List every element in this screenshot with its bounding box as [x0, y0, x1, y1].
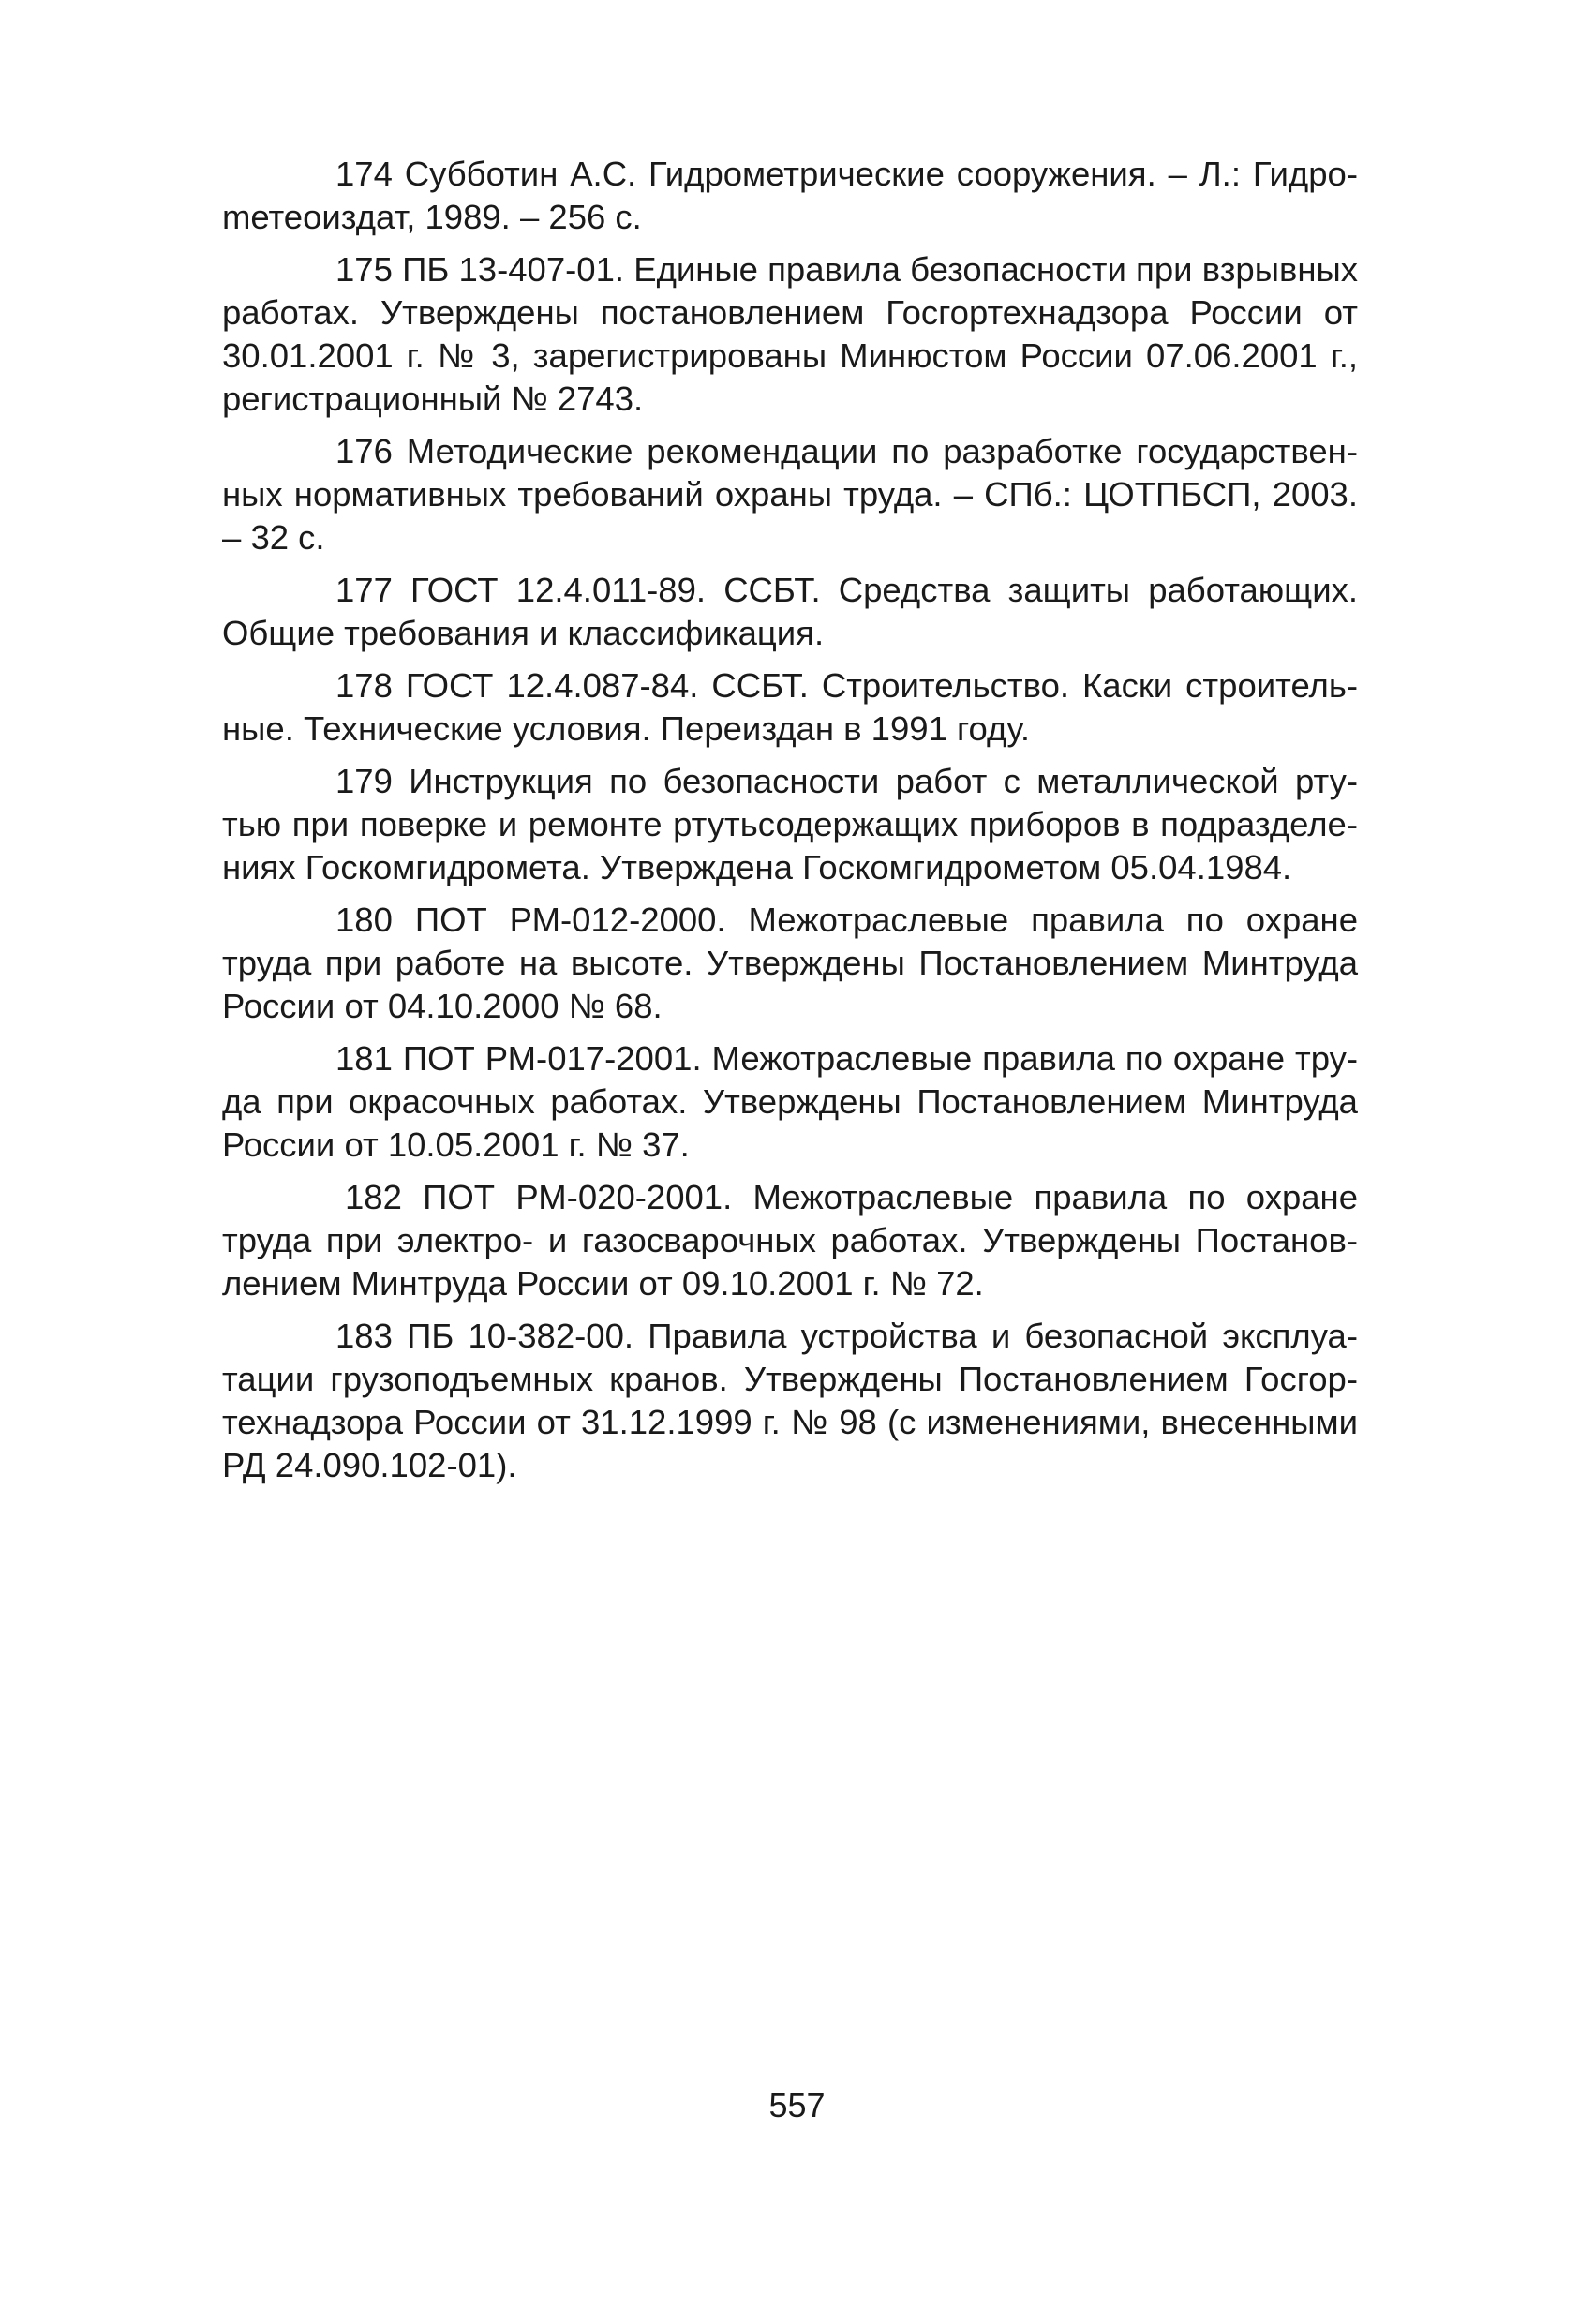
reference-item: 180 ПОТ РМ-012-2000. Межотраслевые правила по охране труда при работе на высоте. Утверждены Постановлением Минтруда России от 04.10.2000 № 68.	[222, 901, 1358, 1025]
reference-item: 183 ПБ 10-382-00. Правила устройства и безопасной эксплуатации грузоподъемных кранов. Утверждены Постановлением Госгортехнадзора России от 31.12.1999 г. № 98 (с изменениями, внесенными РД 24.090.102-01).	[222, 1317, 1358, 1484]
reference-list	[222, 153, 1358, 1497]
reference-item: 181 ПОТ РМ-017-2001. Межотраслевые правила по охране труда при окрасочных работах. Утверждены Постановлением Минтруда России от 10.05.2001 г. № 37.	[222, 1039, 1358, 1164]
reference-item: 176 Методические рекомендации по разработке государственных нормативных требований охраны труда. – СПб.: ЦОТПБСП, 2003. – 32 с.	[222, 432, 1358, 557]
page-number: 557	[768, 2086, 826, 2124]
reference-item: 178 ГОСТ 12.4.087-84. ССБТ. Строительство. Каски строительные. Технические условия. Переиздан в 1991 году.	[222, 666, 1358, 748]
reference-item: 177 ГОСТ 12.4.011-89. ССБТ. Средства защиты работающих. Общие требования и классификация.	[222, 571, 1358, 652]
reference-item: 175 ПБ 13-407-01. Единые правила безопасности при взрывных работах. Утверждены постановлением Госгортехнадзора России от 30.01.2001 г. № 3, зарегистрированы Минюстом России 07.06.2001 г., регистрационный № 2743.	[222, 250, 1358, 418]
reference-item: 182 ПОТ РМ-020-2001. Межотраслевые правила по охране труда при электро- и газосварочных работах. Утверждены Постановлением Минтруда России от 09.10.2001 г. № 72.	[222, 1178, 1358, 1303]
reference-item: 179 Инструкция по безопасности работ с металлической ртутью при поверке и ремонте ртутьсодержащих приборов в подразделениях Госкомгидромета. Утверждена Госкомгидрометом 05.04.1984.	[222, 762, 1358, 886]
reference-item: 174 Субботин А.С. Гидрометрические сооружения. – Л.: Гидроmетеоиздат, 1989. – 256 с.	[222, 155, 1358, 236]
